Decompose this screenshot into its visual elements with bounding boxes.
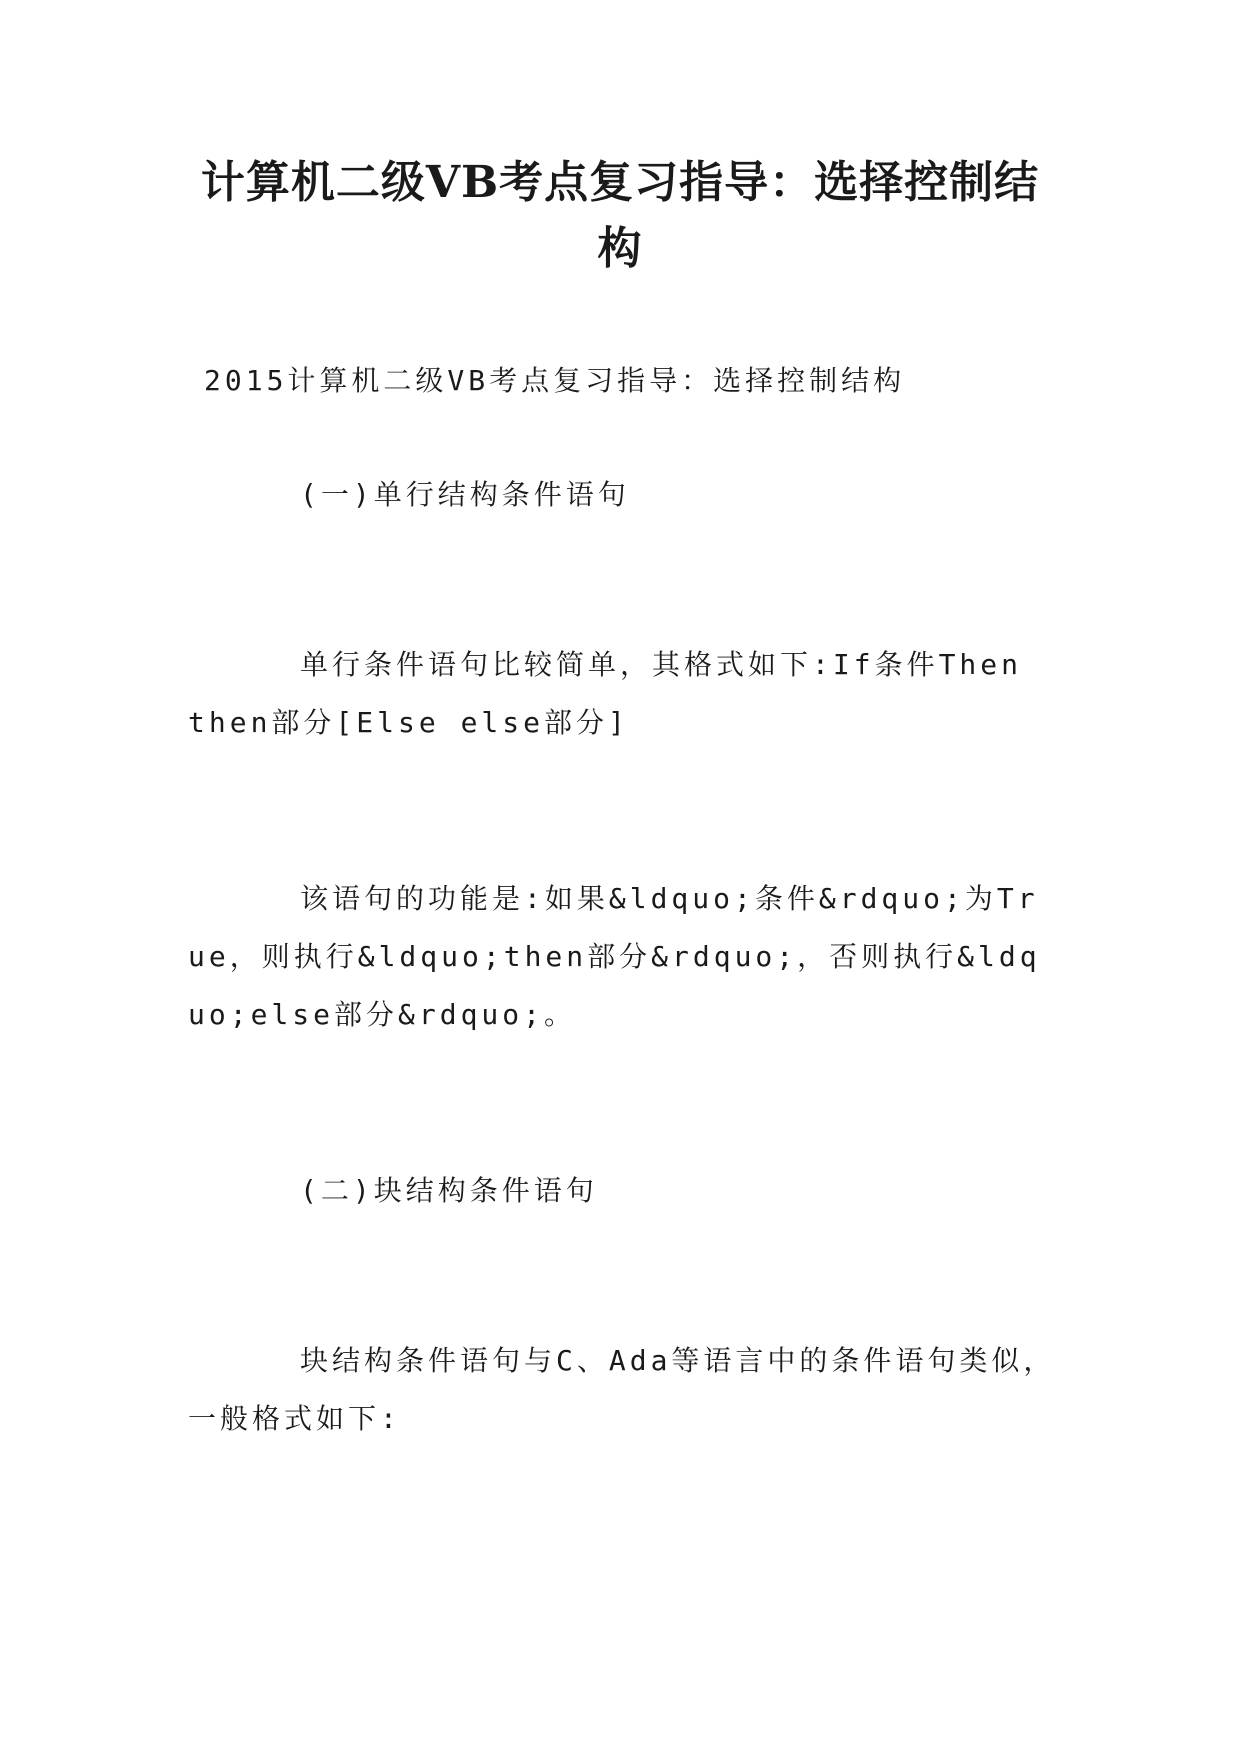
section-heading-block-if: (二)块结构条件语句 <box>300 1174 598 1207</box>
paragraph-block-format: 块结构条件语句与C、Ada等语言中的条件语句类似，一般格式如下: <box>188 1344 1056 1435</box>
paragraph-single-line-function: 该语句的功能是:如果&ldquo;条件&rdquo;为True，则执行&ldquo;then部分&rdquo;，否则执行&ldquo;else部分&rdquo;。 <box>188 882 1041 1031</box>
section-heading-single-line-if: (一)单行结构条件语句 <box>300 478 630 511</box>
page-title: 计算机二级VB考点复习指导：选择控制结构 <box>200 157 1040 274</box>
paragraph-single-line-format: 单行条件语句比较简单，其格式如下:If条件Then then部分[Else else部分] <box>188 648 1023 739</box>
document-subtitle: 2015计算机二级VB考点复习指导：选择控制结构 <box>204 364 906 397</box>
